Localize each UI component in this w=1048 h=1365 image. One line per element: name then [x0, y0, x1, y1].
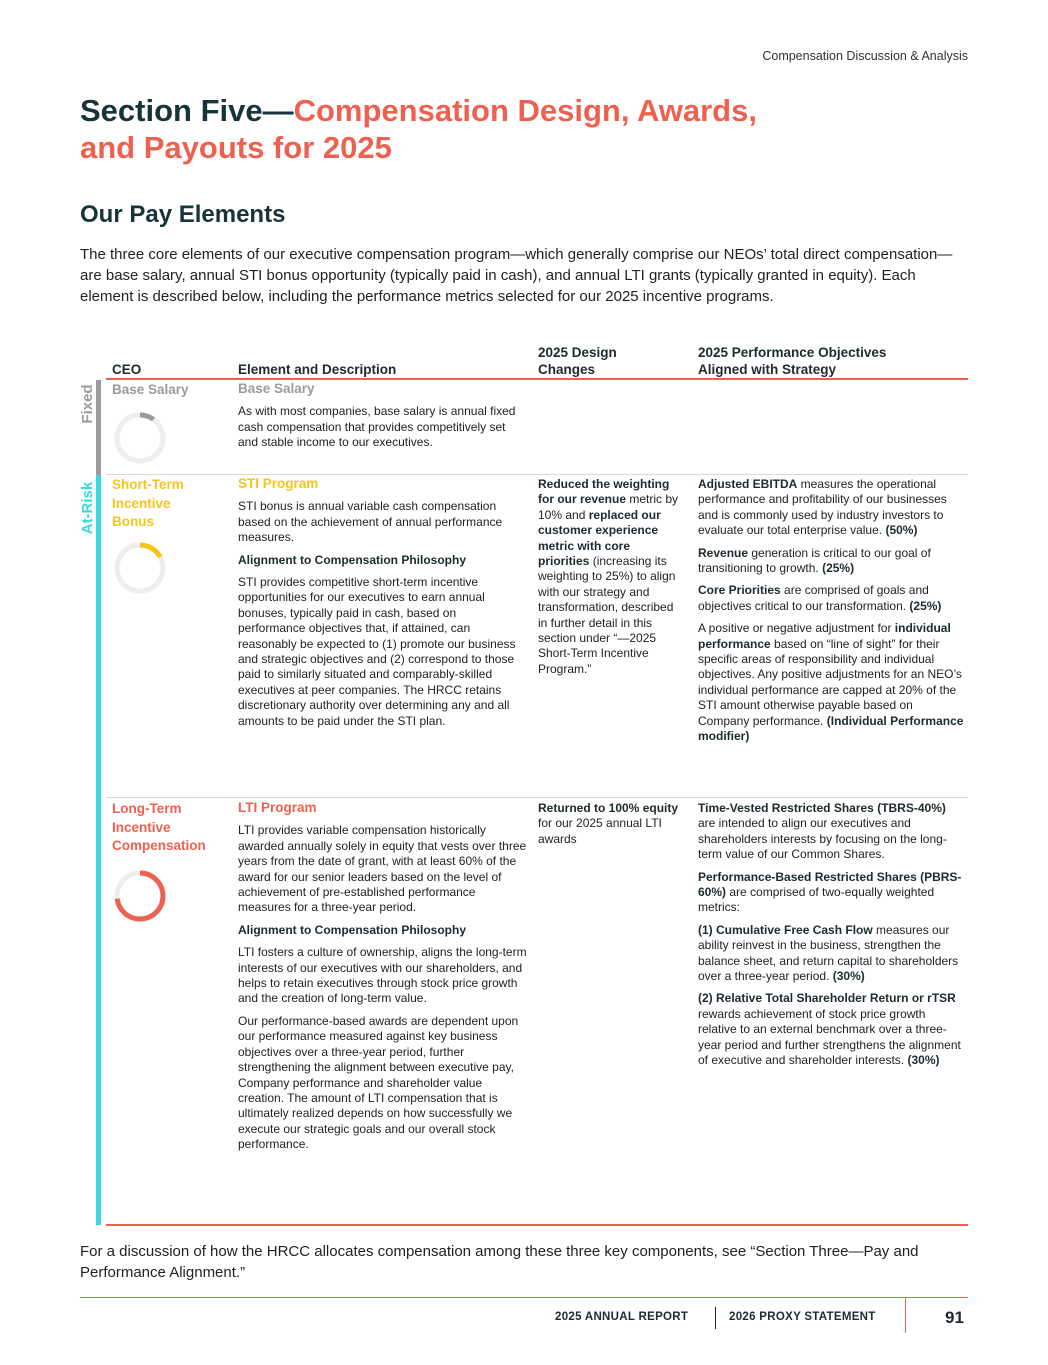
row-lti-obj2-label: Performance-Based Restricted Shares (PBRS-60%): [698, 869, 962, 900]
row-lti-align2: Our performance-based awards are dependent upon our performance measured against key business objectives over a three-year period, further strengthening the alignment between executive pay, Company performance and shareholder value creation. The amount of LTI compensation that is ultimately realized depends on how successfully we execute our strategic goals and our overall stock performance.: [238, 1013, 519, 1152]
row-lti-obj3-label: (1) Cumulative Free Cash Flow: [698, 922, 873, 937]
row-lti-align-head: Alignment to Compensation Philosophy: [238, 922, 466, 937]
row-sti-design-text: [538, 477, 684, 677]
row-sti-design: [538, 477, 684, 684]
row-lti-obj4-weight: (30%): [907, 1053, 940, 1068]
page-number: 91: [945, 1308, 964, 1327]
col-head-element: Element and Description: [238, 362, 397, 377]
row-lti-element: [238, 800, 528, 1160]
row-sti-obj1-text: measures the operational performance and profitability of our businesses and is commonly used by industry investors to evaluate our total enterprise value.: [698, 477, 947, 538]
row-sti-design-b1: Reduced the weighting for our revenue: [538, 477, 670, 507]
footer-separator: [715, 1307, 716, 1329]
row-lti-obj2-text: are comprised of two-equally weighted metrics:: [698, 885, 935, 915]
row-sti-name: [112, 476, 230, 532]
row-sti-obj1: [698, 477, 964, 539]
footer-vertical-rule: [905, 1297, 906, 1333]
sti-donut: [112, 540, 168, 596]
running-head: Compensation Discussion & Analysis: [762, 49, 968, 63]
section-title-accent-line2: and Payouts for 2025: [80, 130, 392, 166]
row-base-program: Base Salary: [238, 381, 315, 396]
row-lti-design: [538, 801, 684, 854]
footer-annual-report: 2025 ANNUAL REPORT: [555, 1311, 689, 1323]
row-lti-obj1-text: are intended to align our executives and shareholders interests by focusing on the long-term value of our Common Shares.: [698, 816, 947, 862]
footer-note: For a discussion of how the HRCC allocates compensation among these three key components, see “Section Three—Pay and Performance Alignment.”: [80, 1243, 919, 1281]
base-salary-donut: [112, 410, 168, 466]
row-lti-obj3: [698, 923, 964, 985]
row-lti-obj4: [698, 991, 964, 1068]
row-sti-design-t2: (increasing its weighting to 25%) to align with our strategy and transformation, described in further detail in this section under “—2025 Short-Term Incentive Program.”: [538, 554, 676, 676]
row-lti-obj3-text: measures our ability reinvest in the business, strengthen the balance sheet, and return capital to shareholders over a three-year period.: [698, 922, 959, 984]
row-sti-objectives: [698, 477, 964, 752]
row-lti-desc: LTI provides variable compensation historically awarded annually solely in equity that vests over three years from the date of grant, with at least 60% of the award for our senior leaders based on the level of achievement of pre-established performance measures for a three-year period.: [238, 823, 527, 915]
row-lti-name-line1: Long-Term: [112, 801, 182, 816]
row-sti-align: STI provides competitive short-term incentive opportunities for our executives to earn annual bonuses, typically paid in cash, based on performance objectives that, if attained, can reasonably be expected to (1) promote our business and strategic objectives and (2) correspond to those paid to similarly situated and comparably-skilled executives at peer companies. The HRCC retains discretionary authority over determining any and all amounts to be paid under the STI plan.: [238, 575, 516, 728]
row-sti-name-line1: Short-Term: [112, 477, 184, 492]
lti-donut: [112, 868, 168, 924]
col-head-objectives-line2: Aligned with Strategy: [698, 362, 837, 377]
row-sti-obj1-label: Adjusted EBITDA: [698, 477, 798, 491]
row-lti-obj3-weight: (30%): [832, 969, 865, 984]
row-sti-obj4-text1: A positive or negative adjustment for: [698, 621, 895, 636]
row-sti-obj4-label: individual performance: [698, 621, 951, 651]
row-sti-obj2-weight: (25%): [822, 561, 855, 576]
col-head-design-line2: Changes: [538, 362, 596, 377]
row-lti-align1: LTI fosters a culture of ownership, aligns the long-term interests of our executives with our shareholders, and helps to retain executives through stock price growth and the creation of long-term value.: [238, 945, 527, 1006]
row-divider-2: [106, 797, 968, 798]
row-sti-obj4-text2: based on “line of sight” for their specific areas of responsibility and individual objectives. Any positive adjustments for an NEO’s individual performance are capped at 20% of the STI amount otherwise payable based on Company performance.: [698, 636, 962, 728]
footer-rule: [80, 1297, 968, 1298]
row-sti-obj4: [698, 621, 964, 744]
row-sti-align-head: Alignment to Compensation Philosophy: [238, 552, 466, 567]
row-sti-obj3-weight: (25%): [909, 598, 942, 613]
row-sti-obj1-weight: (50%): [885, 523, 918, 538]
section-title-accent-line1: Compensation Design, Awards,: [293, 93, 757, 128]
row-sti-obj2-label: Revenue: [698, 545, 749, 560]
row-lti-obj1-label: Time-Vested Restricted Shares (TBRS-40%): [698, 801, 946, 815]
row-lti-design-b: Returned to 100% equity: [538, 801, 679, 815]
row-lti-name: [112, 800, 232, 856]
row-sti-obj3-text: are comprised of goals and objectives critical to our transformation.: [698, 583, 929, 613]
row-sti-obj3-label: Core Priorities: [698, 583, 781, 598]
row-lti-name-line2: Incentive: [112, 819, 171, 835]
section-title: [80, 92, 980, 166]
row-sti-name-line2: Incentive: [112, 495, 171, 511]
row-sti-obj4-weight: (Individual Performance modifier): [698, 713, 964, 744]
row-lti-obj4-label: (2) Relative Total Shareholder Return or rTSR: [698, 991, 956, 1006]
row-sti-element: [238, 476, 526, 736]
col-head-ceo: CEO: [112, 362, 142, 377]
band-label-fixed: Fixed: [79, 384, 96, 424]
col-head-objectives-line1: 2025 Performance Objectives: [698, 345, 887, 360]
sub-title: Our Pay Elements: [80, 201, 286, 228]
row-sti-program: STI Program: [238, 476, 319, 491]
row-lti-obj1: [698, 801, 964, 863]
header-rule: [106, 378, 968, 380]
row-sti-design-b2: replaced our customer experience metric with core priorities: [538, 507, 661, 569]
row-divider-1: [106, 474, 968, 475]
row-sti-design-t1: metric by 10% and: [538, 492, 679, 522]
row-base-element: [238, 381, 526, 458]
base-donut-track: [117, 415, 163, 461]
row-sti-obj2: [698, 546, 964, 577]
row-sti-desc: STI bonus is annual variable cash compensation based on the achievement of annual performance measures.: [238, 499, 503, 545]
row-lti-obj4-text: rewards achievement of stock price growth relative to an external benchmark over a three-year period and further strengthens the alignment of executive and shareholder interests.: [698, 1006, 961, 1068]
row-lti-design-t: for our 2025 annual LTI awards: [538, 816, 662, 846]
row-sti-obj3: [698, 583, 964, 614]
table-bottom-rule: [106, 1224, 968, 1226]
footer-proxy-statement: 2026 PROXY STATEMENT: [729, 1311, 876, 1323]
band-at-risk: [96, 475, 101, 1225]
row-lti-obj2: [698, 870, 964, 916]
intro-paragraph: The three core elements of our executive compensation program—which generally comprise our NEOs’ total direct compensation—are base salary, annual STI bonus opportunity (typically paid in cash), and annual LTI grants (typically granted in equity). Each element is described below, including the performance metrics selected for our 2025 incentive programs.: [80, 246, 953, 305]
row-sti-name-line3: Bonus: [112, 514, 154, 529]
band-label-at-risk: At-Risk: [79, 481, 96, 535]
row-lti-name-line3: Compensation: [112, 838, 206, 853]
row-sti-obj2-text: generation is critical to our goal of transitioning to growth.: [698, 545, 931, 576]
col-head-objectives: [698, 344, 886, 378]
row-base-name: Base Salary: [112, 382, 189, 397]
row-lti-design-text: [538, 801, 684, 847]
section-title-prefix: Section Five—: [80, 93, 294, 128]
col-head-design-line1: 2025 Design: [538, 345, 617, 360]
col-head-design: [538, 344, 617, 378]
row-lti-program: LTI Program: [238, 800, 317, 815]
row-lti-objectives: [698, 801, 964, 1076]
row-base-desc: As with most companies, base salary is annual fixed cash compensation that provides competitively set and stable income to our executives.: [238, 404, 516, 450]
